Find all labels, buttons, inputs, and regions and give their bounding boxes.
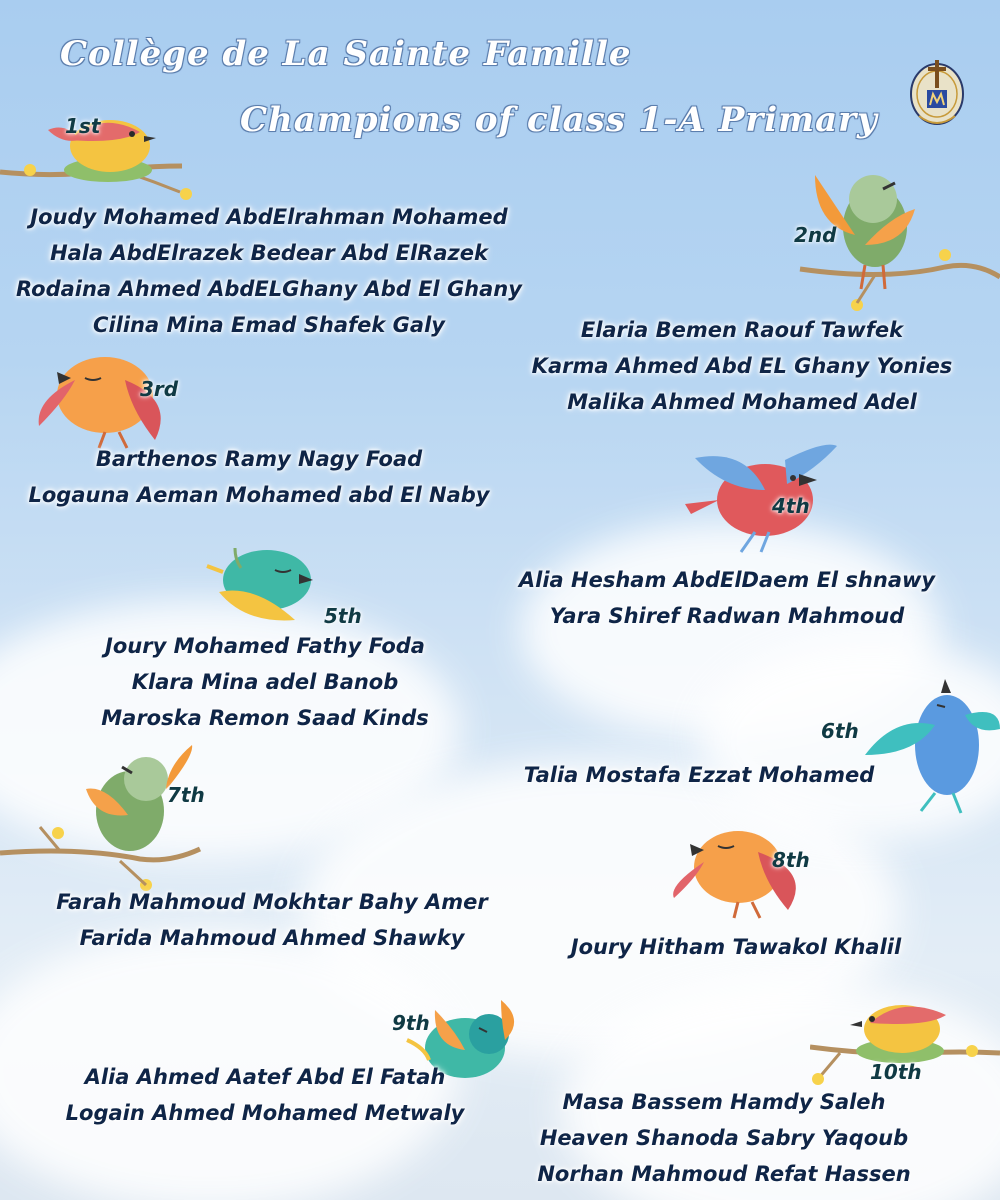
champion-name: Cilina Mina Emad Shafek Galy [93, 313, 445, 337]
rank-label-8: 8th [772, 848, 810, 872]
champion-name: Farida Mahmoud Ahmed Shawky [79, 926, 465, 950]
orange-bird-2-icon [668, 822, 818, 922]
champion-name: Joury Mohamed Fathy Foda [105, 634, 425, 658]
champion-name: Maroska Remon Saad Kinds [101, 706, 429, 730]
champion-name: Elaria Bemen Raouf Tawfek [580, 318, 904, 342]
champion-name: Rodaina Ahmed AbdELGhany Abd El Ghany [16, 277, 522, 301]
rank-label-5: 5th [324, 604, 362, 628]
champion-name: Hala AbdElrazek Bedear Abd ElRazek [50, 241, 488, 265]
rank-label-2: 2nd [794, 223, 837, 247]
rank-label-1: 1st [65, 114, 101, 138]
school-title: Collège de La Sainte Famille [60, 34, 632, 74]
rank-label-3: 3rd [140, 377, 179, 401]
champion-name: Alia Hesham AbdElDaem El shnawy [518, 568, 936, 592]
rank-label-9: 9th [392, 1011, 430, 1035]
rank-label-4: 4th [772, 494, 810, 518]
champion-name: Klara Mina adel Banob [131, 670, 399, 694]
page-subtitle: Champions of class 1-A Primary [240, 100, 878, 140]
champion-name: Joury Hitham Tawakol Khalil [570, 935, 902, 959]
rank-label-6: 6th [821, 719, 859, 743]
champion-name: Farah Mahmoud Mokhtar Bahy Amer [56, 890, 488, 914]
teal-bird-icon [205, 540, 325, 625]
champion-name: Joudy Mohamed AbdElrahman Mohamed [30, 205, 508, 229]
champion-name: Heaven Shanoda Sabry Yaqoub [539, 1126, 909, 1150]
champion-name: Malika Ahmed Mohamed Adel [567, 390, 917, 414]
champion-name: Talia Mostafa Ezzat Mohamed [523, 763, 875, 787]
blue-bird-icon [865, 675, 1000, 815]
champion-name: Logain Ahmed Mohamed Metwaly [65, 1101, 465, 1125]
champion-name: Logauna Aeman Mohamed abd El Naby [28, 483, 490, 507]
rank-label-7: 7th [167, 783, 205, 807]
champion-name: Karma Ahmed Abd EL Ghany Yonies [531, 354, 953, 378]
rank-label-10: 10th [870, 1060, 922, 1084]
green-bird-branch-icon [0, 745, 205, 895]
red-bird-icon [675, 440, 845, 560]
champion-name: Alia Ahmed Aatef Abd El Fatah [84, 1065, 446, 1089]
champion-name: Masa Bassem Hamdy Saleh [562, 1090, 886, 1114]
champion-name: Yara Shiref Radwan Mahmoud [549, 604, 905, 628]
champion-name: Norhan Mahmoud Refat Hassen [537, 1162, 911, 1186]
champion-name: Barthenos Ramy Nagy Foad [95, 447, 423, 471]
school-emblem-icon [905, 50, 969, 130]
